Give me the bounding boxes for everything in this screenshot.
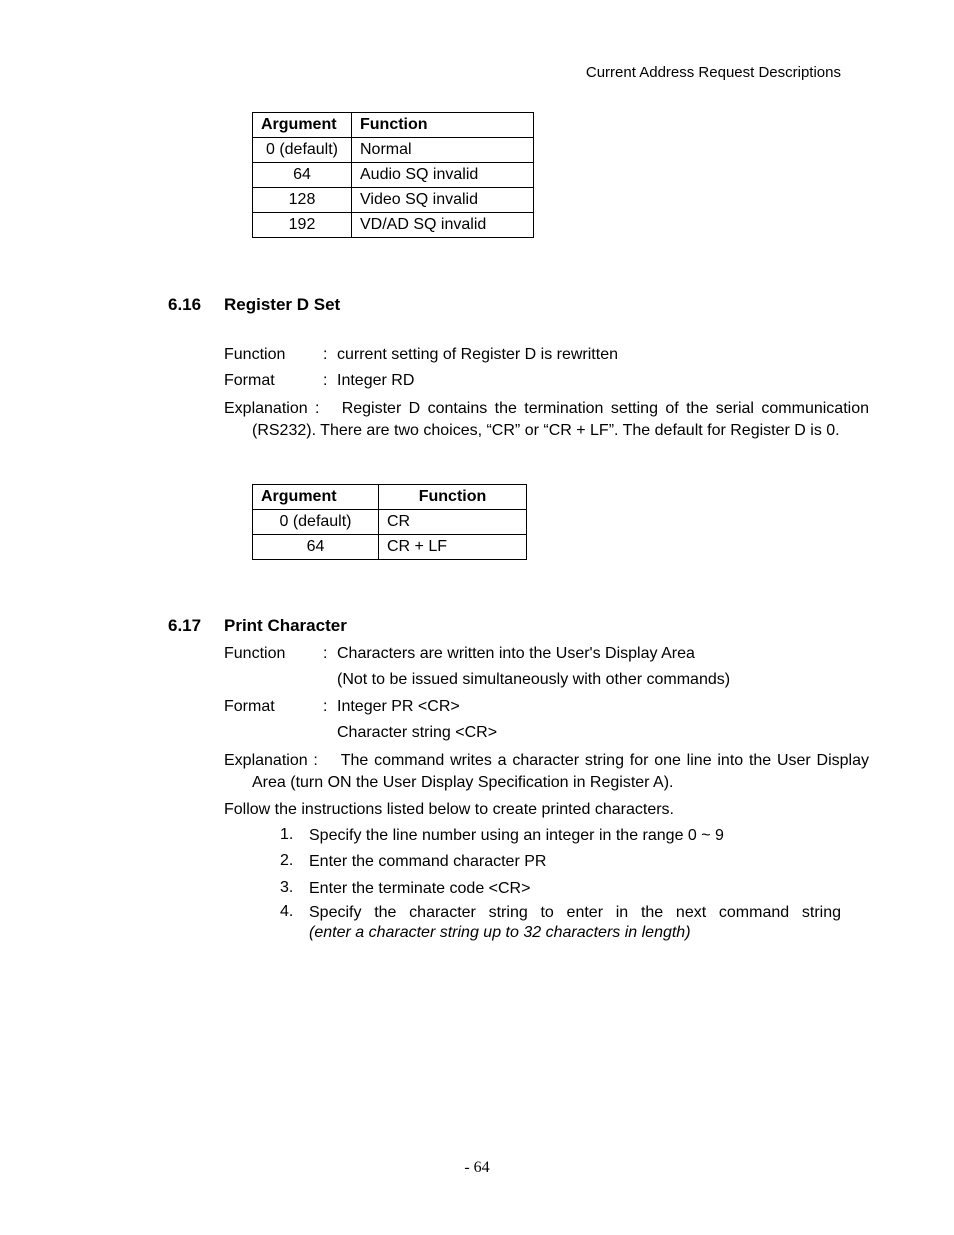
section-number: 6.16 [168, 295, 202, 314]
step-number: 4. [280, 903, 294, 920]
step-number: 1. [280, 826, 294, 843]
explanation-text: Register D contains the termination setting of the serial communication (RS232). There are two choices, “CR” or “CR + LF”. The default for Register D is 0. [252, 400, 869, 439]
function-cell: CR [379, 510, 527, 535]
register-argument-table [252, 112, 534, 238]
section-heading-6-16 [168, 295, 568, 317]
table-row [253, 188, 534, 213]
step-text: Specify the character string to enter in the next command string [309, 904, 841, 921]
function-value: Characters are written into the User's Display Area [337, 645, 695, 662]
step-text: Enter the terminate code <CR> [309, 880, 531, 897]
explanation-text: The command writes a character string for one line into the User Display Area (turn ON the User Display Specification in Register A). [252, 752, 870, 791]
explanation-paragraph [224, 398, 869, 441]
table-header-row [253, 113, 534, 138]
argument-cell: 192 [253, 213, 352, 238]
format-value: Integer PR <CR> [337, 698, 460, 715]
explanation-label: Explanation : [224, 752, 318, 769]
section-heading-6-17 [168, 616, 568, 638]
explanation-label: Explanation : [224, 400, 320, 417]
section-title: Register D Set [224, 295, 341, 314]
function-cell: Normal [352, 138, 534, 163]
step-text: Specify the line number using an integer in the range 0 ~ 9 [309, 827, 724, 844]
format-label: Format [224, 698, 275, 715]
format-value: Integer RD [337, 372, 415, 389]
argument-cell: 64 [253, 535, 379, 560]
instructions-intro: Follow the instructions listed below to create printed characters. [224, 801, 674, 818]
colon: : [323, 372, 328, 389]
column-header-argument: Argument [253, 113, 352, 138]
function-value: current setting of Register D is rewritten [337, 346, 618, 363]
explanation-paragraph [224, 750, 869, 793]
argument-cell: 0 (default) [253, 138, 352, 163]
function-note: (Not to be issued simultaneously with other commands) [337, 671, 731, 688]
step-text: Enter the command character PR [309, 853, 547, 870]
colon: : [323, 645, 328, 662]
function-cell: Audio SQ invalid [352, 163, 534, 188]
step-note: (enter a character string up to 32 characters in length) [309, 924, 691, 941]
page-number: - 64 [464, 1159, 490, 1176]
step-number: 3. [280, 879, 294, 896]
register-d-argument-table [252, 484, 527, 560]
running-header: Current Address Request Descriptions [585, 64, 841, 81]
colon: : [323, 346, 328, 363]
format-value-2: Character string <CR> [337, 724, 498, 741]
column-header-function: Function [379, 485, 527, 510]
function-cell: VD/AD SQ invalid [352, 213, 534, 238]
argument-cell: 128 [253, 188, 352, 213]
column-header-argument: Argument [253, 485, 379, 510]
colon: : [323, 698, 328, 715]
format-label: Format [224, 372, 275, 389]
table-row [253, 163, 534, 188]
table-row [253, 138, 534, 163]
table-row [253, 535, 527, 560]
step-number: 2. [280, 852, 294, 869]
section-title: Print Character [224, 616, 347, 635]
table-row [253, 213, 534, 238]
function-label: Function [224, 645, 286, 662]
argument-cell: 0 (default) [253, 510, 379, 535]
table-header-row [253, 485, 527, 510]
column-header-function: Function [352, 113, 534, 138]
function-label: Function [224, 346, 286, 363]
function-cell: Video SQ invalid [352, 188, 534, 213]
table-row [253, 510, 527, 535]
function-cell: CR + LF [379, 535, 527, 560]
section-number: 6.17 [168, 616, 202, 635]
argument-cell: 64 [253, 163, 352, 188]
